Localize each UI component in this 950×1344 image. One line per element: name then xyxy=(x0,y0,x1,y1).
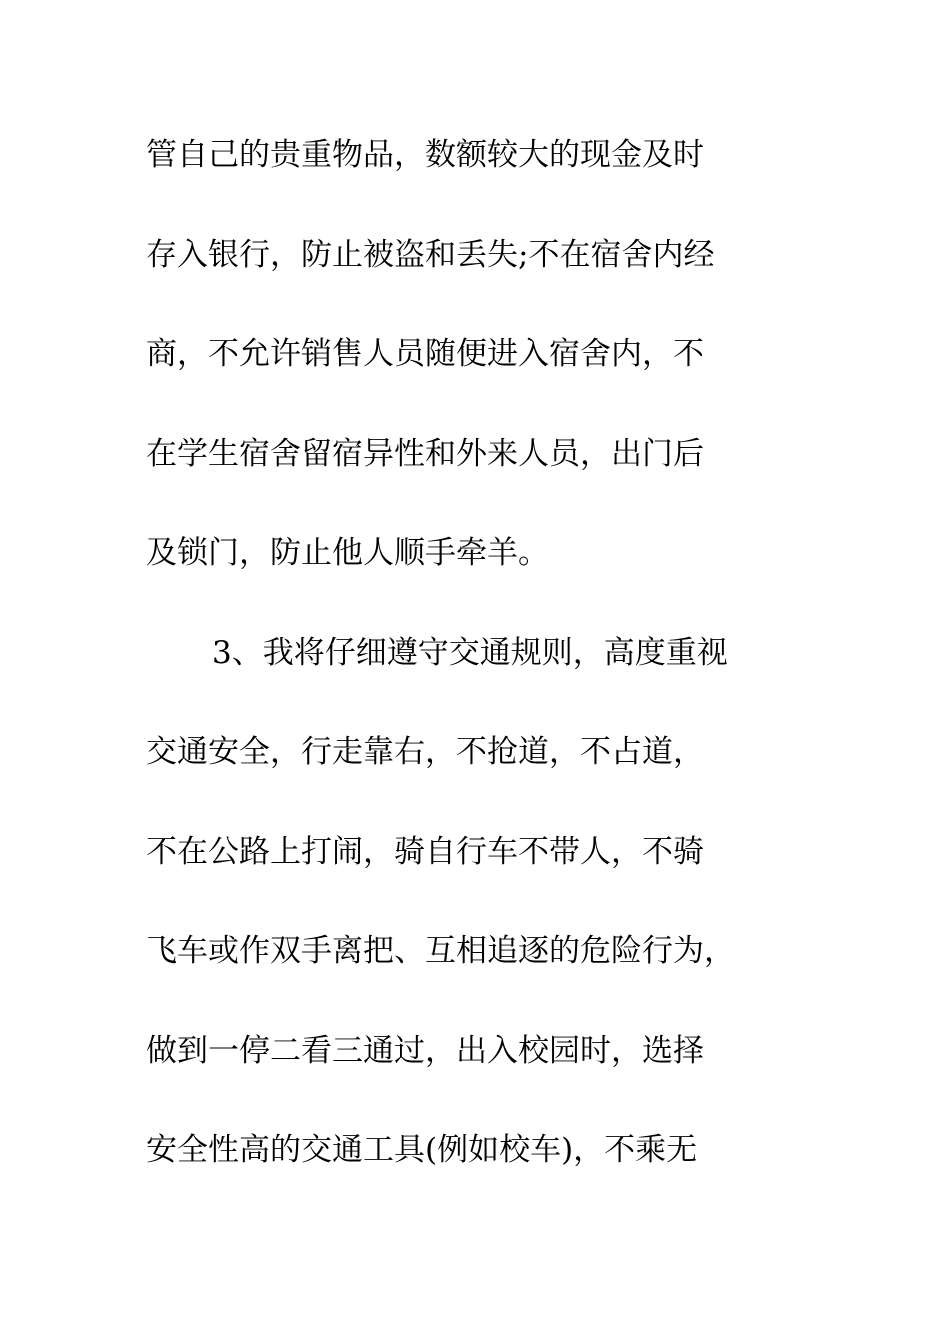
text-line: 存入银行，防止被盗和丢失;不在宿舍内经 xyxy=(146,236,715,273)
text-line: 及锁门，防止他人顺手牵羊。 xyxy=(146,535,549,571)
text-line: 在学生宿舍留宿异性和外来人员，出门后 xyxy=(146,435,704,472)
paragraph-start-line: 3、我将仔细遵守交通规则，高度重视 xyxy=(212,634,728,671)
text-line: 商，不允许销售人员随便进入宿舍内，不 xyxy=(146,336,704,372)
text-line: 做到一停二看三通过，出入校园时，选择 xyxy=(146,1032,704,1069)
text-line: 安全性高的交通工具(例如校车)，不乘无 xyxy=(146,1132,698,1168)
text-line: 飞车或作双手离把、互相追逐的危险行为， xyxy=(146,933,735,969)
text-line: 管自己的贵重物品，数额较大的现金及时 xyxy=(146,137,704,173)
body-text xyxy=(146,124,806,1219)
text-line: 交通安全，行走靠右，不抢道，不占道， xyxy=(146,734,704,770)
text-line: 不在公路上打闹，骑自行车不带人，不骑 xyxy=(146,833,704,870)
